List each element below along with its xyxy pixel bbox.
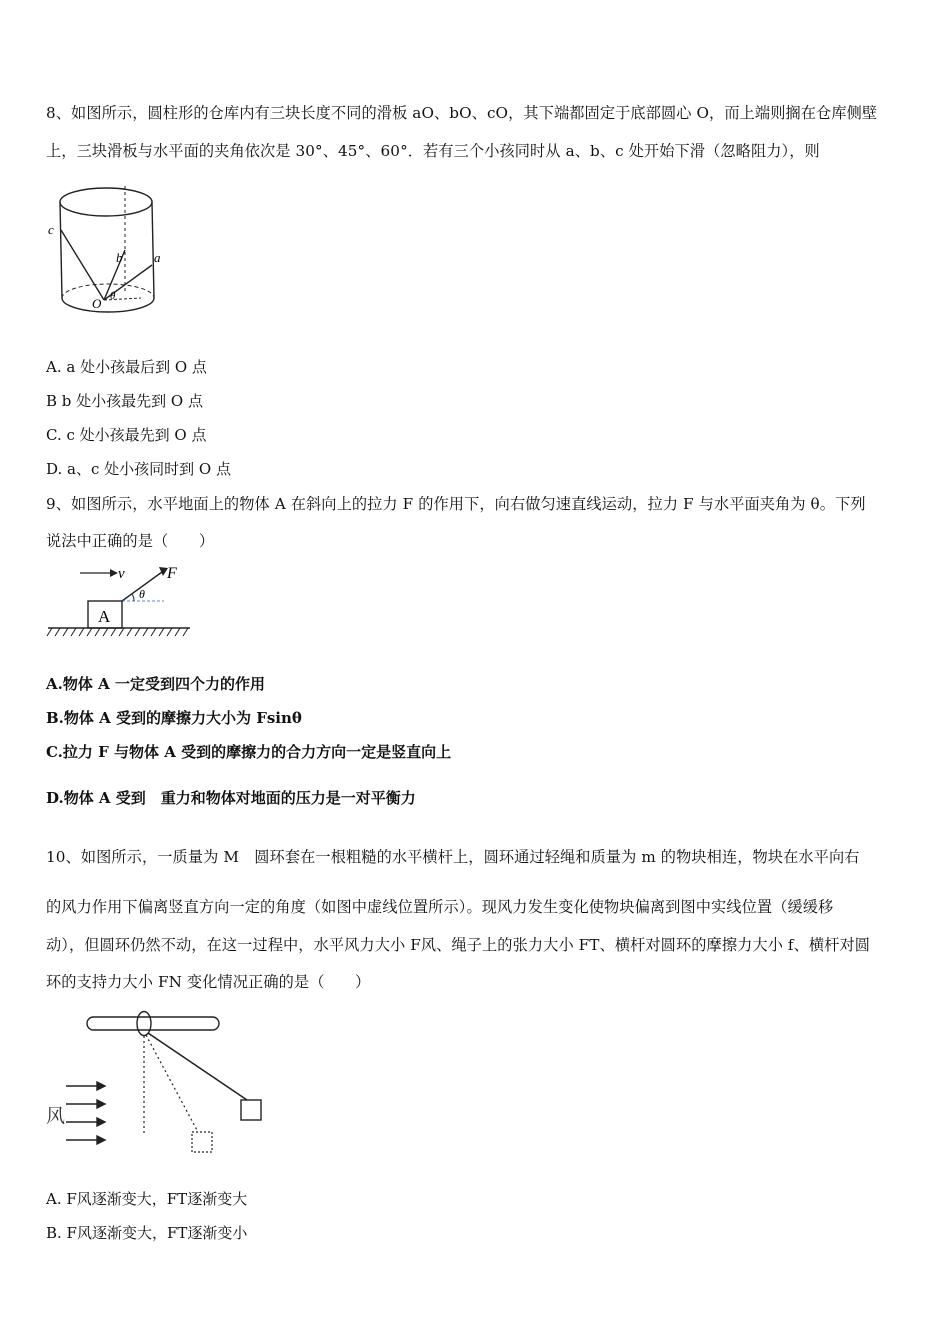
q10-stem-line-4: 环的支持力大小 FN 变化情况正确的是（ ）: [46, 973, 371, 991]
q8-cylinder-figure: [46, 180, 166, 330]
q9-label-theta: θ: [139, 587, 145, 601]
q8-option-c[interactable]: C. c 处小孩最先到 O 点: [46, 426, 207, 444]
q10-option-b[interactable]: B. F风逐渐变大，FT逐渐变小: [46, 1224, 248, 1242]
q8-label-theta: θ: [110, 290, 116, 302]
q10-label-wind: 风: [46, 1105, 66, 1127]
q8-option-b[interactable]: B b 处小孩最先到 O 点: [46, 392, 203, 410]
q9-option-d[interactable]: D.物体 A 受到 重力和物体对地面的压力是一对平衡力: [46, 789, 416, 807]
q9-stem-line-1: 9、如图所示，水平地面上的物体 A 在斜向上的拉力 F 的作用下，向右做匀速直线运动，拉力 F 与水平面夹角为 θ。下列: [46, 495, 866, 513]
q9-label-v: v: [118, 566, 125, 582]
q9-option-b[interactable]: B.物体 A 受到的摩擦力大小为 Fsinθ: [46, 709, 302, 727]
q8-label-b: b: [116, 250, 123, 265]
q8-label-O: O: [92, 296, 102, 311]
q9-stem-line-2: 说法中正确的是（ ）: [46, 532, 215, 550]
q10-ring-figure: [40, 1008, 280, 1168]
q9-block-figure: [46, 560, 196, 644]
q9-label-A: A: [98, 607, 111, 626]
q8-stem-line-1: 8、如图所示，圆柱形的仓库内有三块长度不同的滑板 aO、bO、cO，其下端都固定于底部圆心 O，而上端则搁在仓库侧壁: [46, 104, 878, 122]
q8-option-d[interactable]: D. a、c 处小孩同时到 O 点: [46, 460, 231, 478]
q8-label-c: c: [48, 222, 54, 237]
q10-option-a[interactable]: A. F风逐渐变大，FT逐渐变大: [46, 1190, 248, 1208]
q9-option-c[interactable]: C.拉力 F 与物体 A 受到的摩擦力的合力方向一定是竖直向上: [46, 743, 452, 761]
q10-stem-line-3: 动），但圆环仍然不动，在这一过程中，水平风力大小 F风、绳子上的张力大小 FT、横杆对圆环的摩擦力大小 f、横杆对圆: [46, 936, 871, 954]
q9-label-F: F: [167, 565, 177, 582]
q8-label-a: a: [154, 250, 161, 265]
q10-stem-line-1: 10、如图所示，一质量为 M 圆环套在一根粗糙的水平横杆上，圆环通过轻绳和质量为 m 的物块相连，物块在水平向右: [46, 848, 860, 866]
q8-stem-line-2: 上，三块滑板与水平面的夹角依次是 30°、45°、60°．若有三个小孩同时从 a、b、c 处开始下滑（忽略阻力），则: [46, 142, 820, 160]
q8-option-a[interactable]: A. a 处小孩最后到 O 点: [46, 358, 207, 376]
q9-option-a[interactable]: A.物体 A 一定受到四个力的作用: [46, 675, 265, 693]
q10-stem-line-2: 的风力作用下偏离竖直方向一定的角度（如图中虚线位置所示）。现风力发生变化使物块偏离到图中实线位置（缓缓移: [46, 898, 834, 916]
